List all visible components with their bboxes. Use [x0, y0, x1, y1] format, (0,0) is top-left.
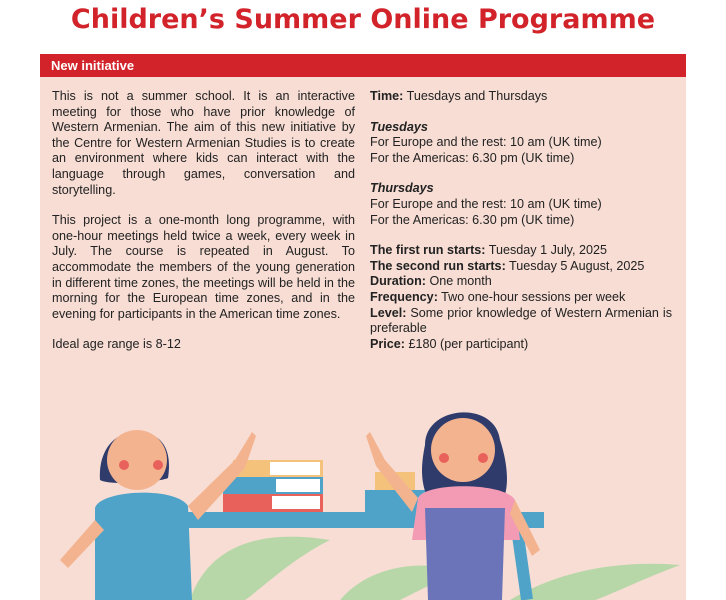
tuesdays-block: Tuesdays For Europe and the rest: 10 am (UK time) For the Americas: 6.30 pm (UK time) — [370, 120, 672, 167]
duration-row: Duration: One month — [370, 274, 492, 289]
thursdays-heading: Thursdays — [370, 181, 434, 196]
time-row: Time: Tuesdays and Thursdays — [370, 89, 548, 103]
description-column — [52, 89, 355, 368]
level-row: Level: Some prior knowledge of Western Armenian is preferable — [370, 305, 672, 336]
thursdays-block: Thursdays For Europe and the rest: 10 am (UK time) For the Americas: 6.30 pm (UK time) — [370, 181, 672, 228]
banner-label: New initiative — [51, 58, 135, 73]
age-range-paragraph: Ideal age range is 8-12 — [52, 337, 181, 352]
frequency-row: Frequency: Two one-hour sessions per week — [370, 289, 626, 304]
facts-block — [370, 243, 672, 352]
details-column — [370, 89, 672, 367]
tuesdays-heading: Tuesdays — [370, 119, 428, 134]
first-run-row: The first run starts: Tuesday 1 July, 2025 — [370, 243, 608, 258]
page-title: Children’s Summer Online Programme — [70, 4, 656, 35]
second-run-row: The second run starts: Tuesday 5 August, 2025 — [370, 258, 645, 273]
price-row: Price: £180 (per participant) — [370, 336, 529, 351]
schedule-paragraph: This project is a one-month long programme, with one-hour meetings held twice a week, every week in July. The course is repeated in August. To accommodate the members of the young generation in different time zones, the meetings will be held in the morning for the European time zones, and in the evening for participants in the American time zones. — [52, 213, 355, 321]
section-banner — [40, 54, 686, 77]
intro-paragraph: This is not a summer school. It is an interactive meeting for those who have prior knowledge of Western Armenian. The aim of this new initiative by the Centre for Western Armenian Studies is to create an environment where kids can interact with the language through games, conversation and storytelling. — [52, 89, 355, 197]
children-illustration — [40, 390, 686, 600]
